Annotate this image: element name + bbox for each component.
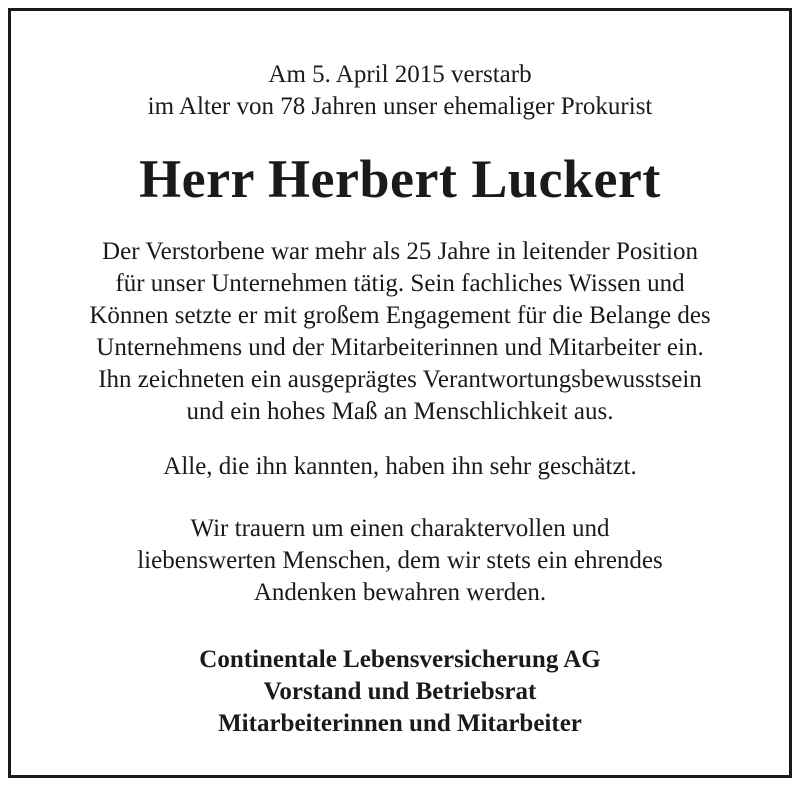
age-position-line: im Alter von 78 Jahren unser ehemaliger Prokurist: [147, 93, 653, 120]
tribute-line: für unser Unternehmen tätig. Sein fachliches Wissen und: [115, 270, 685, 297]
tribute-line: Können setzte er mit großem Engagement für die Belange des: [89, 302, 711, 329]
tribute-line: Der Verstorbene war mehr als 25 Jahre in leitender Position: [102, 238, 698, 265]
mourning-line: Andenken bewahren werden.: [253, 579, 547, 606]
signature-staff: Mitarbeiterinnen und Mitarbeiter: [218, 710, 582, 737]
death-date-line: Am 5. April 2015 verstarb: [268, 61, 532, 88]
esteem-line: Alle, die ihn kannten, haben ihn sehr geschätzt.: [163, 453, 637, 480]
signature-board: Vorstand und Betriebsrat: [263, 678, 537, 705]
obituary-notice: [8, 8, 792, 778]
mourning-line: liebenswerten Menschen, dem wir stets ein ehrendes: [137, 547, 663, 574]
signature-company: Continentale Lebensversicherung AG: [199, 646, 601, 673]
deceased-name: Herr Herbert Luckert: [139, 149, 661, 209]
tribute-line: Unternehmens und der Mitarbeiterinnen und Mitarbeiter ein.: [96, 334, 704, 361]
mourning-line: Wir trauern um einen charaktervollen und: [190, 515, 610, 542]
tribute-line: und ein hohes Maß an Menschlichkeit aus.: [186, 398, 614, 425]
tribute-line: Ihn zeichneten ein ausgeprägtes Verantwortungsbewusstsein: [98, 366, 702, 393]
